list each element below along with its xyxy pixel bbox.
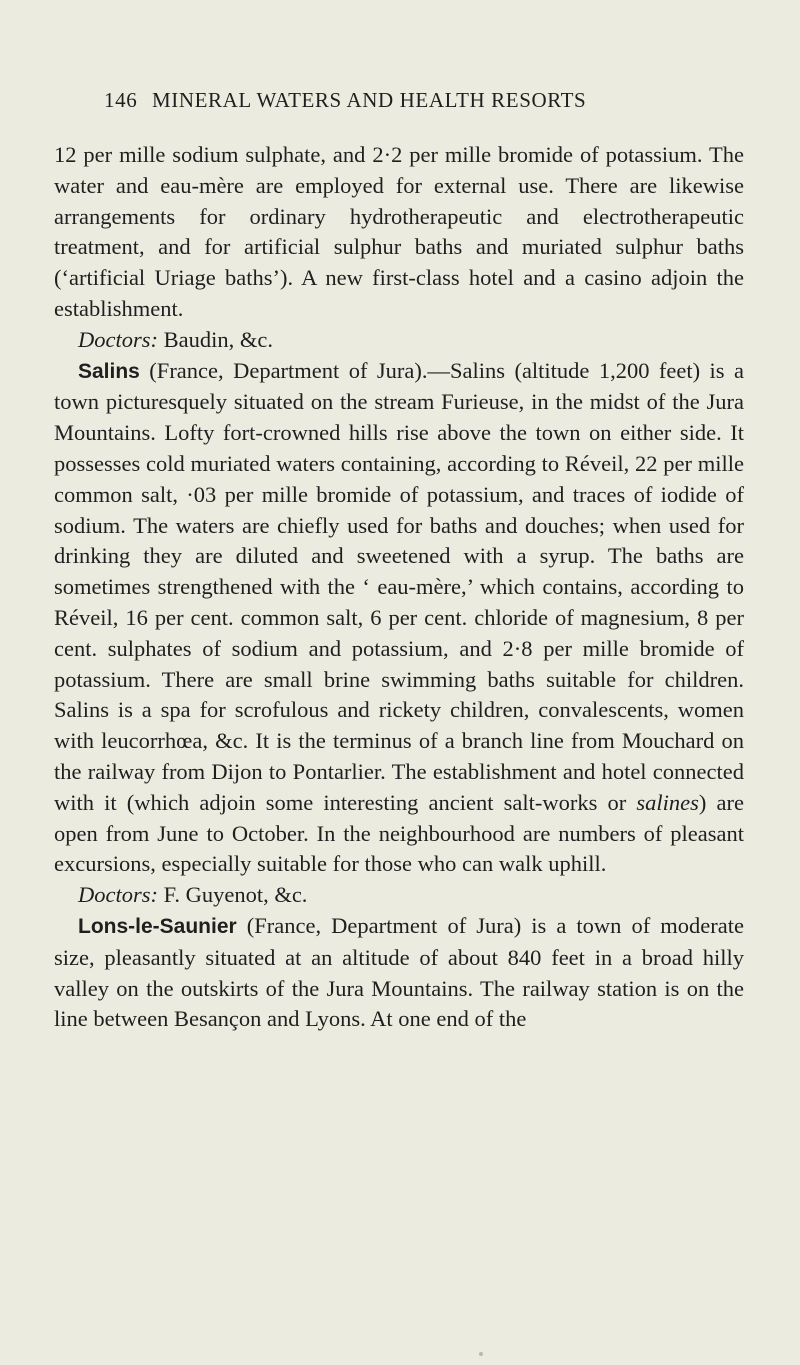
entry-heading-lons: Lons-le-Saunier (78, 914, 237, 938)
body-text (54, 140, 744, 1035)
entry-text-lons: (France, Department of Jura) is a town of moderate size, pleasantly situated at an altitude of about 840 feet in a broad hilly valley on the outskirts of the Jura Mountains. The railway station is on the line between Besançon and Lyons. At one end of the (54, 912, 744, 1032)
entry-text-salins-b: ) are open from June to October. In the neighbourhood are numbers of pleasant excursions, especially suitable for those who can walk uphill. (54, 789, 744, 877)
entry-salins (54, 356, 744, 881)
doctors-label: Doctors: (78, 882, 158, 908)
doctors-names: Baudin, &c. (158, 326, 273, 352)
page-number: 146 (104, 88, 138, 112)
paragraph-continuation-text: 12 per mille sodium sulphate, and 2·2 per mille bromide of potassium. The water and eau-mère are employed for external use. There are likewise arrangements for ordinary hydrotherapeutic and electrotherapeutic treatment, and for artificial sulphur baths and muriated sulphur baths (‘artificial Uriage baths’). A new first-class hotel and a casino adjoin the establishment. (54, 142, 744, 321)
entry-text-salins-a: (France, Department of Jura).—Salins (altitude 1,200 feet) is a town picturesquely situated on the stream Furieuse, in the midst of the Jura Mountains. Lofty fort-crowned hills rise above the town on either side. It possesses cold muriated waters containing, according to Réveil, 22 per mille common salt, ·03 per mille bromide of potassium, and traces of iodide of sodium. The waters are chiefly used for baths and douches; when used for drinking they are diluted and sweetened with a syrup. The baths are sometimes strengthened with the ‘ eau-mère,’ which contains, according to Réveil, 16 per cent. common salt, 6 per cent. chloride of magnesium, 8 per cent. sulphates of sodium and potassium, and 2·8 per mille bromide of potassium. There are small brine swimming baths suitable for children. Salins is a spa for scrofulous and rickety children, convalescents, women with leucorrhœa, &c. It is the terminus of a branch line from Mouchard on the railway from Dijon to Pontarlier. The establishment and hotel connected with it (which adjoin some interesting ancient salt-works or (54, 357, 744, 815)
running-head (104, 88, 684, 118)
entry-heading-salins: Salins (78, 359, 140, 383)
doctors-names: F. Guyenot, &c. (158, 882, 308, 908)
doctors-line-uriage (54, 325, 744, 356)
paper-speck (479, 1352, 483, 1356)
doctors-line-salins (54, 880, 744, 911)
entry-lons-le-saunier (54, 911, 744, 1035)
entry-italic-salines: salines (636, 789, 699, 815)
running-title: MINERAL WATERS AND HEALTH RESORTS (152, 88, 587, 112)
paragraph-continuation (54, 140, 744, 325)
doctors-label: Doctors: (78, 326, 158, 352)
